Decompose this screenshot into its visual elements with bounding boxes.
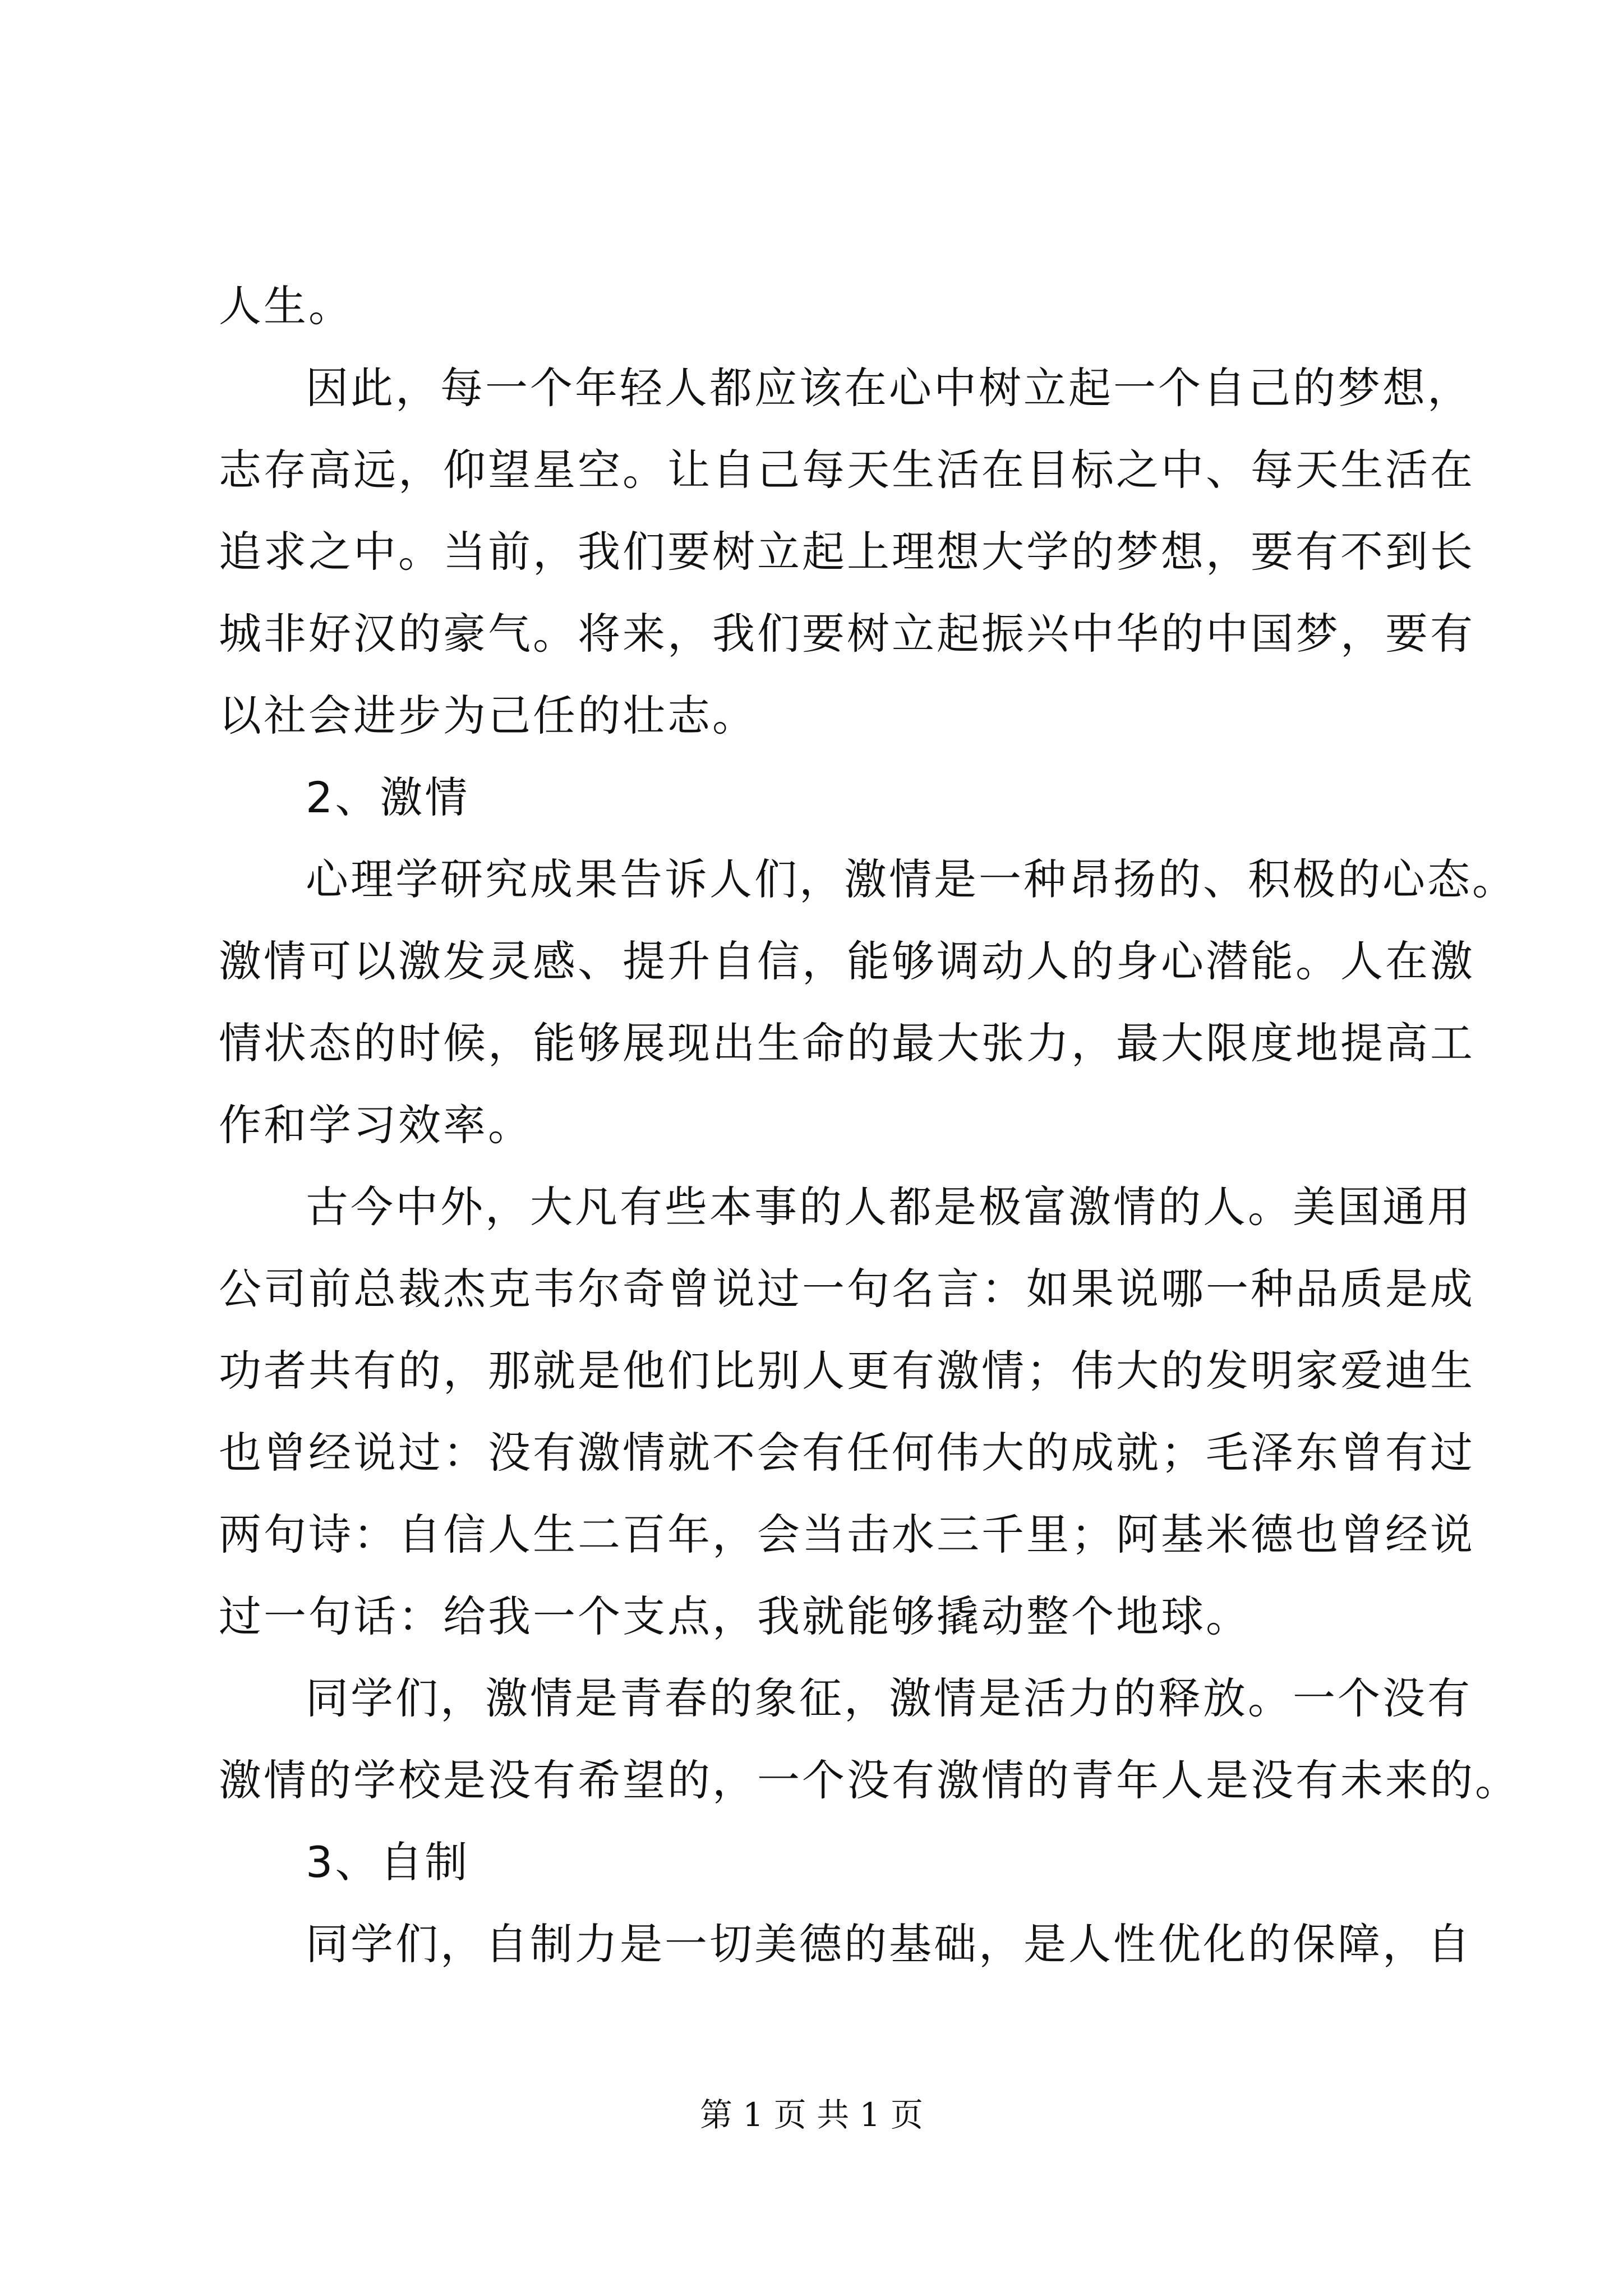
text-line: 志存高远，仰望星空。让自己每天生活在目标之中、每天生活在 [219, 445, 1475, 495]
text-line: 激情的学校是没有希望的，一个没有激情的青年人是没有未来的。 [219, 1755, 1520, 1805]
text-line: 追求之中。当前，我们要树立起上理想大学的梦想，要有不到长 [219, 527, 1475, 577]
text-line: 以社会进步为己任的壮志。 [219, 691, 757, 740]
text-line: 因此，每一个年轻人都应该在心中树立起一个自己的梦想， [306, 363, 1472, 413]
text-line: 心理学研究成果告诉人们，激情是一种昂扬的、积极的心态。 [306, 854, 1517, 904]
text-line: 两句诗：自信人生二百年，会当击水三千里；阿基米德也曾经说 [219, 1510, 1475, 1559]
text-line: 同学们，自制力是一切美德的基础，是人性优化的保障，自 [306, 1919, 1472, 1969]
text-line: 激情可以激发灵感、提升自信，能够调动人的身心潜能。人在激 [219, 936, 1475, 986]
page-footer: 第 1 页 共 1 页 [700, 2096, 923, 2134]
text-line: 城非好汉的豪气。将来，我们要树立起振兴中华的中国梦，要有 [219, 609, 1475, 659]
text-line: 作和学习效率。 [219, 1100, 533, 1150]
text-line: 情状态的时候，能够展现出生命的最大张力，最大限度地提高工 [219, 1018, 1475, 1068]
text-line: 公司前总裁杰克韦尔奇曾说过一句名言：如果说哪一种品质是成 [219, 1264, 1475, 1314]
section-heading: 3、自制 [306, 1837, 470, 1887]
text-line: 功者共有的，那就是他们比别人更有激情；伟大的发明家爱迪生 [219, 1346, 1475, 1396]
text-line: 同学们，激情是青春的象征，激情是活力的释放。一个没有 [306, 1673, 1472, 1723]
section-heading: 2、激情 [306, 772, 470, 822]
text-line: 过一句话：给我一个支点，我就能够撬动整个地球。 [219, 1591, 1251, 1641]
text-line: 也曾经说过：没有激情就不会有任何伟大的成就；毛泽东曾有过 [219, 1428, 1475, 1478]
text-line: 古今中外，大凡有些本事的人都是极富激情的人。美国通用 [306, 1182, 1472, 1232]
text-line: 人生。 [219, 281, 353, 331]
